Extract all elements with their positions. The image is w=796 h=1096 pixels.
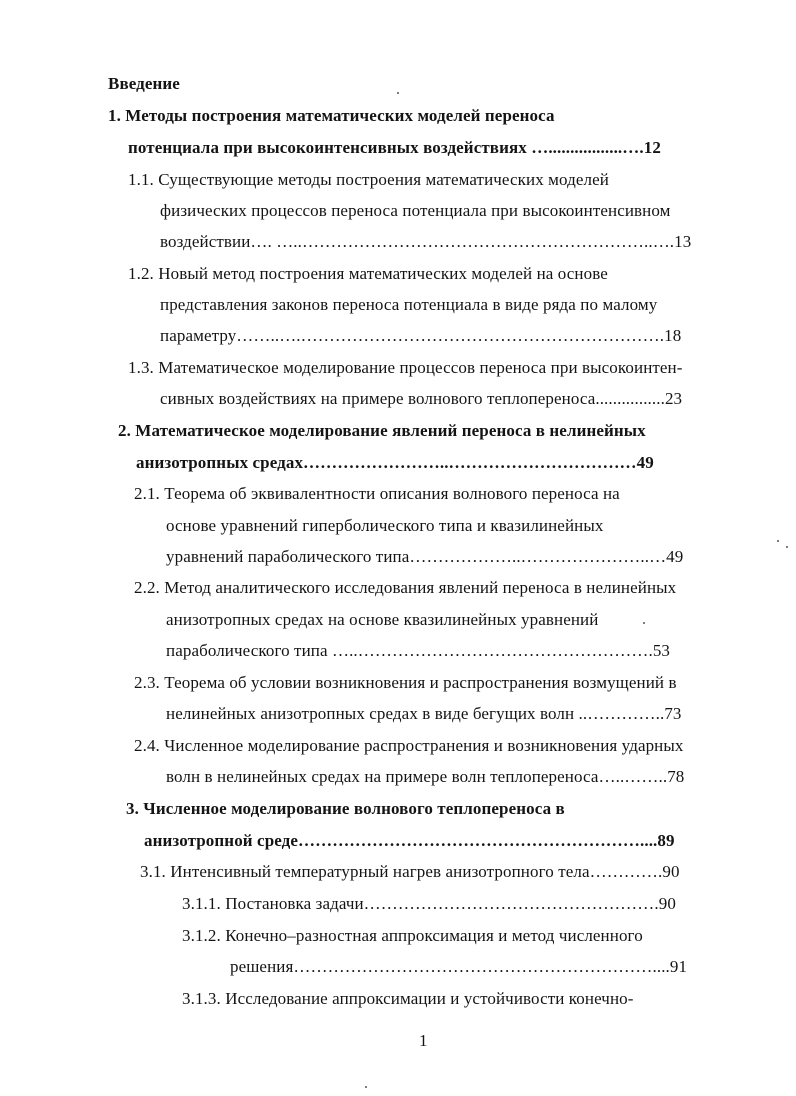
toc-section-1-3: 1.3. Математическое моделирование процессов переноса при высокоинтен- (128, 358, 683, 377)
page-number: 1 (419, 1031, 428, 1050)
toc-section-1-2-continued: представления законов переноса потенциала в виде ряда по малому (160, 295, 658, 314)
scan-speck (643, 622, 645, 624)
toc-subsection-3-1-2-continued: решения………………………………………………………....91 (230, 957, 688, 976)
toc-section-1-1-continued: физических процессов переноса потенциала при высокоинтенсивном (160, 201, 671, 220)
toc-section-1-2: 1.2. Новый метод построения математических моделей на основе (128, 264, 608, 283)
toc-section-1-1: 1.1. Существующие методы построения математических моделей (128, 170, 609, 189)
toc-chapter-2-title: 2. Математическое моделирование явлений переноса в нелинейных (118, 421, 646, 440)
toc-section-3-1: 3.1. Интенсивный температурный нагрев анизотропного тела………….90 (140, 862, 680, 881)
toc-chapter-1-title-continued: потенциала при высокоинтенсивных воздействиях ….................….12 (128, 138, 661, 157)
toc-section-1-3-continued: сивных воздействиях на примере волнового теплопереноса................23 (160, 389, 683, 408)
toc-chapter-1-title: 1. Методы построения математических моделей переноса (108, 106, 555, 125)
toc-section-2-2: 2.2. Метод аналитического исследования явлений переноса в нелинейных (134, 578, 677, 597)
toc-chapter-2-title-continued: анизотропных средах……………………..……………………………49 (136, 453, 654, 472)
toc-section-2-2-continued: параболического типа …..…………………………………………….53 (166, 641, 671, 660)
toc-subsection-3-1-1: 3.1.1. Постановка задачи…………………………………………….90 (182, 894, 676, 913)
toc-chapter-3-title: 3. Численное моделирование волнового теплопереноса в (126, 799, 565, 818)
toc-section-2-4-continued: волн в нелинейных средах на примере волн теплопереноса…..……..78 (166, 767, 685, 786)
toc-heading-introduction: Введение (108, 74, 180, 93)
toc-chapter-3-title-continued: анизотропной среде……………………………………………………....89 (144, 831, 675, 850)
toc-subsection-3-1-2: 3.1.2. Конечно–разностная аппроксимация и метод численного (182, 926, 643, 945)
toc-section-2-1-continued: уравнений параболического типа………………..…………………..…49 (166, 547, 684, 566)
scan-speck (365, 1086, 367, 1088)
scan-speck (397, 92, 399, 94)
scan-speck (777, 540, 779, 542)
toc-section-2-4: 2.4. Численное моделирование распространения и возникновения ударных (134, 736, 684, 755)
toc-section-2-1-continued: основе уравнений гиперболического типа и квазилинейных (166, 516, 604, 535)
scan-speck (786, 546, 788, 548)
toc-subsection-3-1-3: 3.1.3. Исследование аппроксимации и устойчивости конечно- (182, 989, 634, 1008)
toc-section-2-2-continued: анизотропных средах на основе квазилинейных уравнений (166, 610, 599, 629)
toc-section-1-2-continued: параметру……..….……………………………………………………….18 (160, 326, 682, 345)
toc-section-1-1-continued: воздействии…. …..……………………………………………………..….13 (160, 232, 692, 251)
toc-section-2-1: 2.1. Теорема об эквивалентности описания волнового переноса на (134, 484, 620, 503)
toc-section-2-3: 2.3. Теорема об условии возникновения и распространения возмущений в (134, 673, 677, 692)
toc-section-2-3-continued: нелинейных анизотропных средах в виде бегущих волн ..…………..73 (166, 704, 682, 723)
